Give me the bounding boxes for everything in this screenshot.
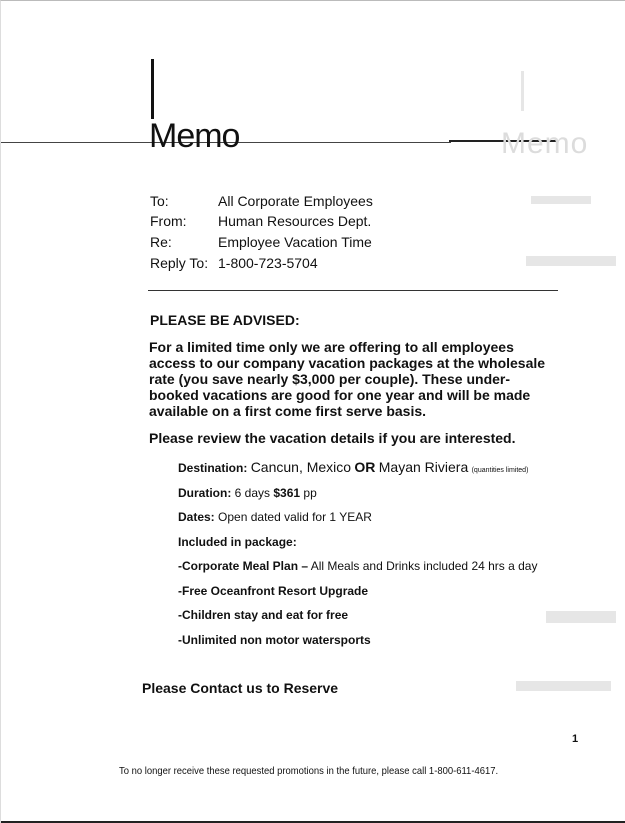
- scan-speck: [531, 196, 591, 204]
- duration-label: Duration:: [178, 486, 232, 500]
- from-value: Human Resources Dept.: [218, 213, 372, 229]
- duration-unit: pp: [303, 486, 317, 500]
- header-to: [150, 193, 373, 209]
- offer-paragraph: For a limited time only we are offering to all employees access to our company vacation packages at the wholesale rate (you save nearly $3,000 per couple). These under-booked vacations are good for one year and will be made available on a first come first serve basis.: [149, 339, 546, 419]
- meal-plan-value: All Meals and Drinks included 24 hrs a day: [310, 559, 538, 573]
- header-from: [150, 213, 372, 229]
- upgrade-line: [178, 584, 368, 598]
- destination-label: Destination:: [178, 461, 248, 475]
- scan-speck: [546, 611, 616, 623]
- destination-or: OR: [354, 459, 376, 475]
- destination-value-b: Mayan Riviera: [378, 459, 469, 475]
- page-number: 1: [572, 733, 579, 745]
- memo-ghost-title: Memo: [501, 127, 589, 160]
- re-label: Re:: [150, 234, 172, 250]
- re-value: Employee Vacation Time: [218, 234, 372, 250]
- children-text: -Children stay and eat for free: [178, 608, 349, 622]
- scan-speck: [526, 256, 616, 266]
- meal-plan-line: [178, 559, 537, 573]
- duration-value: 6 days: [234, 486, 271, 500]
- reply-label: Reply To:: [150, 255, 209, 271]
- dates-value: Open dated valid for 1 YEAR: [218, 510, 372, 524]
- destination-value-a: Cancun, Mexico: [250, 459, 352, 475]
- duration-price: $361: [273, 486, 301, 500]
- header-re: [150, 234, 372, 250]
- from-label: From:: [150, 213, 187, 229]
- scan-speck: [516, 681, 611, 691]
- advised-heading: PLEASE BE ADVISED:: [150, 312, 300, 328]
- dates-line: [178, 510, 372, 524]
- memo-title: Memo: [149, 117, 240, 155]
- unsubscribe-footer: To no longer receive these requested promotions in the future, please call 1-800-611-4617.: [119, 765, 499, 777]
- meal-plan-label: -Corporate Meal Plan –: [178, 559, 309, 573]
- included-line: [178, 535, 297, 549]
- included-label: Included in package:: [178, 535, 297, 549]
- to-label: To:: [150, 193, 169, 209]
- header-separator: [148, 290, 558, 291]
- reply-value: 1-800-723-5704: [218, 255, 318, 271]
- watersports-text: -Unlimited non motor watersports: [178, 633, 371, 647]
- dates-label: Dates:: [178, 510, 215, 524]
- watersports-line: [178, 633, 371, 647]
- to-value: All Corporate Employees: [218, 193, 373, 209]
- header-reply: [150, 255, 318, 271]
- contact-line: Please Contact us to Reserve: [142, 680, 339, 696]
- destination-note: (quantities limited): [471, 467, 529, 474]
- duration-line: [178, 486, 317, 500]
- memo-vertical-bar: [151, 59, 154, 119]
- children-line: [178, 608, 348, 622]
- review-line: Please review the vacation details if you are interested.: [149, 430, 516, 446]
- upgrade-text: -Free Oceanfront Resort Upgrade: [178, 584, 369, 598]
- destination-line: [178, 459, 528, 475]
- scan-speck: [521, 71, 524, 111]
